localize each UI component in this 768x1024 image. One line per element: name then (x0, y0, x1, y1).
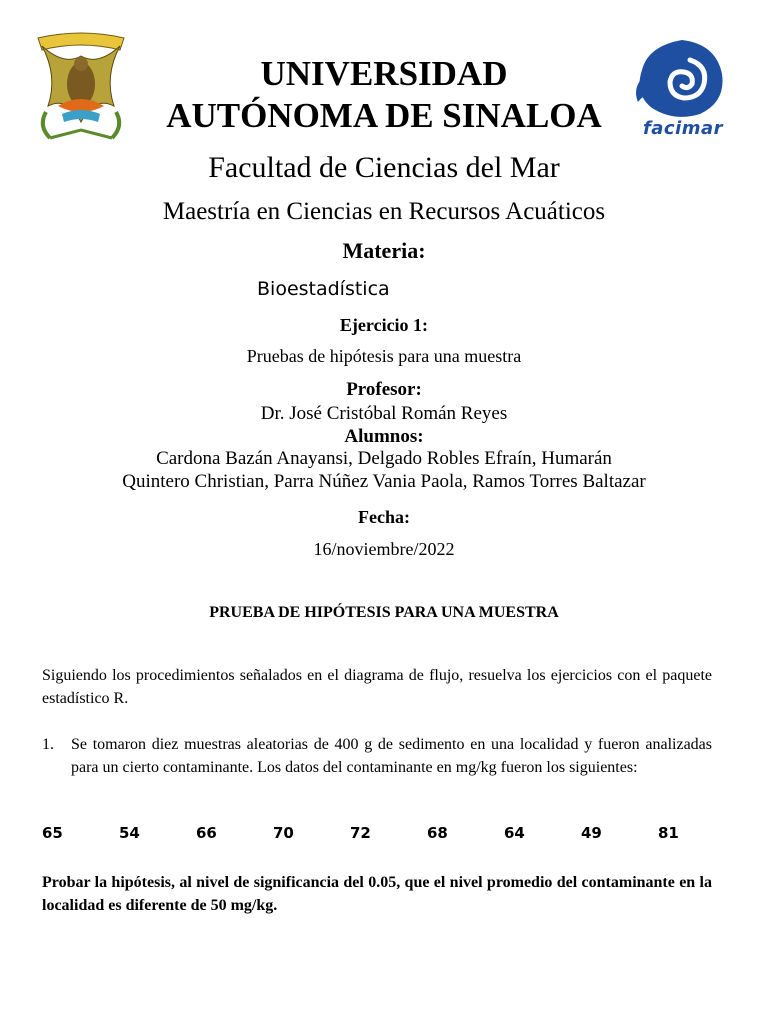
profesor-label: Profesor: (346, 379, 422, 400)
materia-value: Bioestadística (257, 278, 390, 300)
data-value: 70 (273, 824, 294, 842)
hypothesis-paragraph: Probar la hipótesis, al nivel de significancia del 0.05, que el nivel promedio del contaminante en la localidad es diferente de 50 mg/kg. (42, 874, 712, 914)
data-values-row (42, 824, 702, 848)
faculty-name: Facultad de Ciencias del Mar (208, 151, 560, 184)
fecha-label: Fecha: (358, 507, 410, 527)
university-title-line2: AUTÓNOMA DE SINALOA (166, 96, 602, 135)
data-value: 72 (350, 824, 371, 842)
materia-label: Materia: (342, 238, 426, 263)
data-value: 68 (427, 824, 448, 842)
intro-paragraph: Siguiendo los procedimientos señalados en el diagrama de flujo, resuelva los ejercicios con el paquete estadístico R. (42, 667, 712, 707)
item-text: Se tomaron diez muestras aleatorias de 400 g de sedimento en una localidad y fueron analizadas para un cierto contaminante. Los datos del contaminante en mg/kg fueron los siguientes: (71, 736, 712, 776)
alumnos-label: Alumnos: (344, 426, 424, 447)
data-value: 54 (119, 824, 140, 842)
ejercicio-value: Pruebas de hipótesis para una muestra (246, 346, 522, 366)
profesor-value: Dr. José Cristóbal Román Reyes (260, 403, 508, 424)
fecha-value: 16/noviembre/2022 (313, 539, 455, 559)
alumnos-line-1: Cardona Bazán Anayansi, Delgado Robles Efraín, Humarán (156, 448, 612, 469)
data-value: 81 (658, 824, 679, 842)
data-value: 49 (581, 824, 602, 842)
data-value: 64 (504, 824, 525, 842)
section-title: PRUEBA DE HIPÓTESIS PARA UNA MUESTRA (209, 604, 559, 621)
data-value: 65 (42, 824, 63, 842)
item-number: 1. (42, 736, 54, 753)
data-value: 66 (196, 824, 217, 842)
ejercicio-label: Ejercicio 1: (339, 315, 429, 335)
university-title-line1: UNIVERSIDAD (260, 54, 508, 93)
program-name: Maestría en Ciencias en Recursos Acuáticos (162, 198, 606, 225)
alumnos-line-2: Quintero Christian, Parra Núñez Vania Paola, Ramos Torres Baltazar (122, 471, 646, 492)
facimar-logo-text: facimar (642, 118, 724, 139)
